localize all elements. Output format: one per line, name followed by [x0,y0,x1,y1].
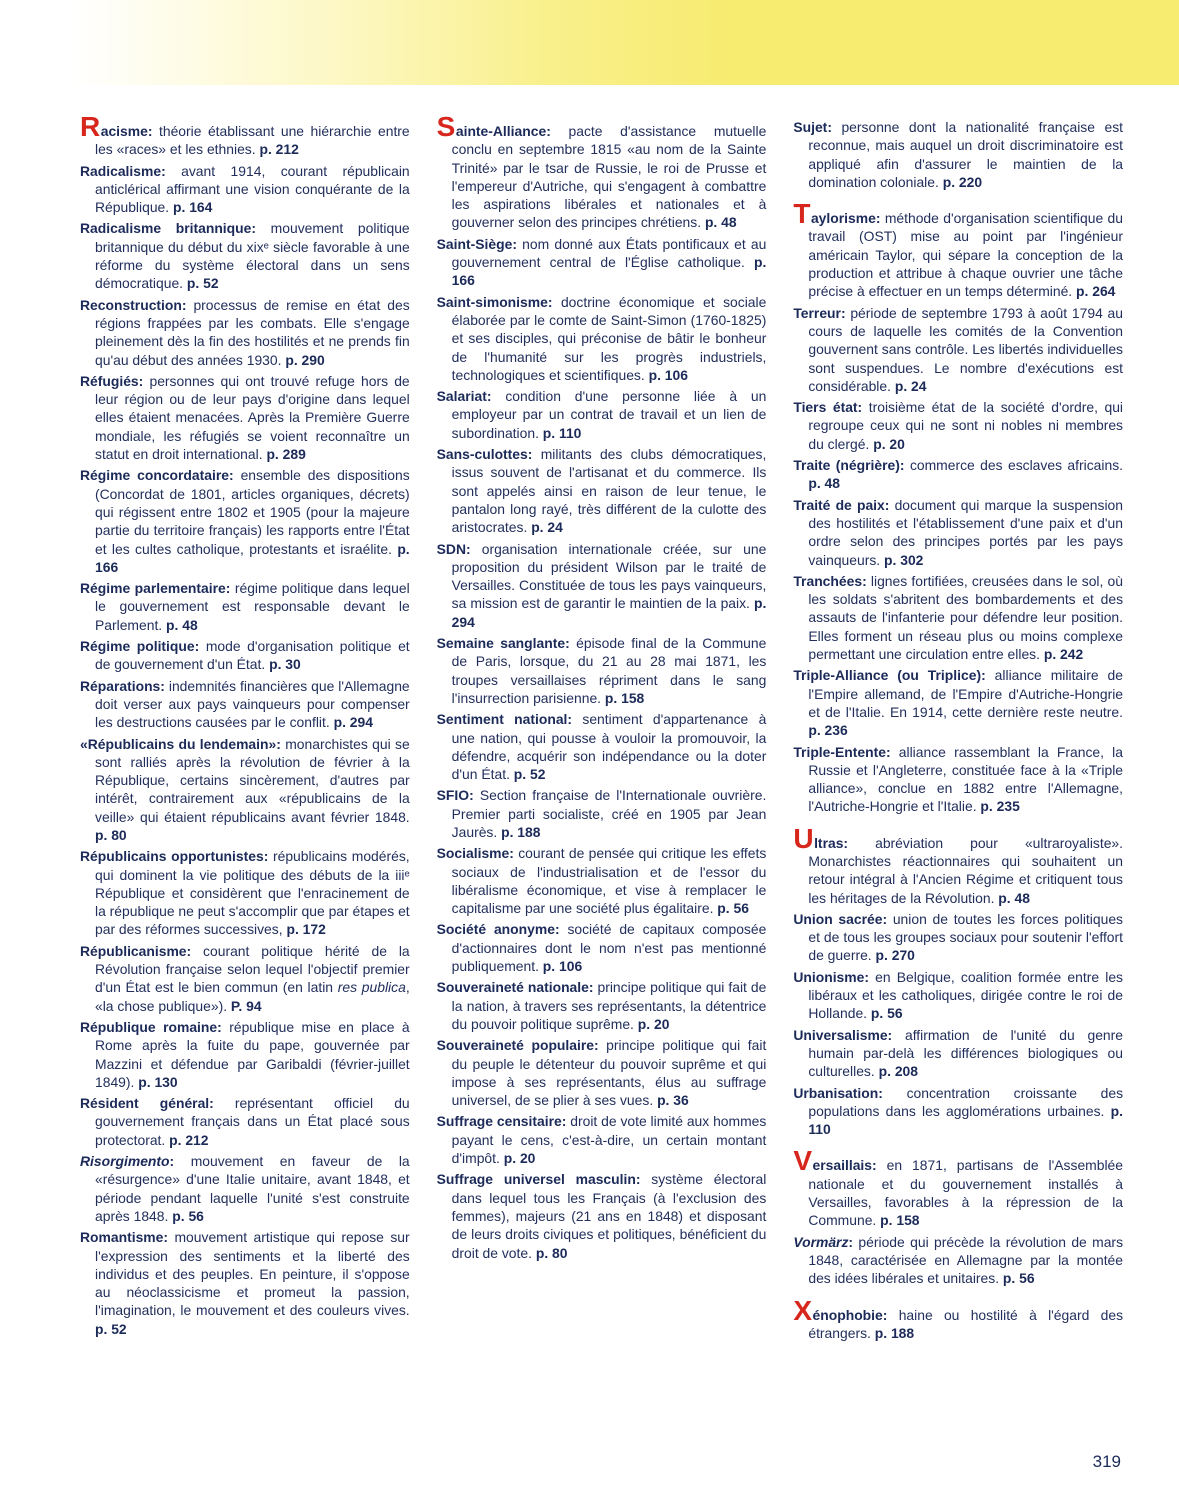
page-reference: p. 289 [266,446,306,463]
glossary-column-3 [793,118,1123,1345]
term-separator: : [565,635,577,652]
term-separator: : [209,1095,235,1112]
glossary-entry [80,1094,410,1149]
section-initial-letter: X [793,1294,813,1326]
term-separator: : [469,787,480,804]
glossary-term: Saint-simonisme [436,293,548,310]
glossary-entry [793,968,1123,1023]
glossary-definition: mode d'organisation politique et de gouvernement d'un État. [95,638,410,673]
glossary-term: Républicanisme [80,942,187,959]
glossary-definition: Section française de l'Internationale ouvrière. Premier parti socialiste, créé en 1905 par Jean Jaurès. [451,787,767,840]
glossary-term: Réfugiés [80,372,139,389]
glossary-term: Sentiment national [436,711,568,728]
glossary-term: Républicains opportunistes [80,848,264,865]
glossary-definition: période qui précède la révolution de mars 1848, caractérisée en Allemagne par la montée des idées libérales et unitaires. [808,1233,1124,1287]
glossary-entry [437,540,767,631]
page-reference: p. 302 [884,551,924,568]
glossary-entry [80,637,410,674]
glossary-term: ainte-Alliance [455,123,547,139]
glossary-definition: système électoral dans lequel tous les Français (à l'exclusion des femmes), majeurs (21 ans en 1848) et disposant de leurs droits civiques et politiques, bénéficient du droit de vote. [451,1171,767,1261]
glossary-definition: personne dont la nationalité française est reconnue, mais auquel un droit discriminatoire est appliqué afin d'assurer le maintien de la domination coloniale. [808,119,1124,190]
page-reference: p. 242 [1043,646,1084,663]
glossary-term: Romantisme [80,1229,164,1246]
glossary-term: Salariat [436,388,487,405]
page-reference: p. 208 [878,1063,918,1080]
page-reference: p. 166 [451,254,767,289]
glossary-entry [793,666,1123,739]
glossary-definition: haine ou hostilité à l'égard des étrangers. [808,1306,1124,1341]
glossary-definition: organisation internationale créée, sur une proposition du président Wilson par le traité de Versailles. Constituée de tous les pays vainqueurs, sa mission est de garantir le maintien de la paix. [451,540,767,612]
glossary-term: Régime parlementaire [80,580,226,597]
glossary-definition: alliance militaire de l'Empire allemand, de l'Empire d'Autriche-Hongrie et de l'Italie. En 1914, cette dernière reste neutre. [808,667,1124,720]
term-separator: : [899,457,910,474]
page-reference: p. 56 [717,900,749,917]
glossary-definition: alliance rassemblant la France, la Russie et l'Angleterre, constituée face à la «Triple alliance», conclue en 1882 entre l'Allemagne, l'Autriche-Hongrie et l'Italie. [808,743,1124,815]
term-separator: : [251,220,271,237]
glossary-term: Saint-Siège [436,235,513,252]
page-reference: p. 20 [873,435,905,452]
glossary-entry [793,910,1123,965]
glossary-definition: condition d'une personne liée à un employeur par un contrat de travail et un lien de subordination. [451,388,767,441]
glossary-definition: mouvement politique britannique du début du xixᵉ siècle favorable à une réforme du système électoral dans un sens démocratique. [95,220,410,292]
glossary-entry [793,198,1124,300]
glossary-entry [80,942,410,1015]
glossary-entry [80,579,410,634]
section-initial-letter: U [793,822,815,854]
glossary-entry [793,1294,1124,1343]
page-reference: p. 212 [169,1131,209,1148]
glossary-definition: ensemble des dispositions (Concordat de 1801, articles organiques, décrets) qui régissent entre 1802 et 1905 (pour la majeure partie du territoire français) les rapports entre l'État et les cultes catholique, protestants et israélite. [95,467,410,557]
page-reference: p. 212 [259,141,299,158]
glossary-entry [437,445,767,536]
glossary-term: Souveraineté populaire [436,1037,594,1054]
term-separator: : [875,210,885,227]
page-reference: p. 220 [942,173,983,190]
page-reference: p. 158 [880,1212,920,1229]
glossary-column-1 [80,111,410,1341]
page-reference: p. 172 [286,921,326,938]
glossary-definition: personnes qui ont trouvé refuge hors de leur région ou de leur pays d'origine dans lequel elles étaient menacées. Après la Première Guerre mondiale, les réfugiés se voient reconnaître un statut en droit international. [95,372,410,463]
glossary-term: énophobie [812,1306,883,1323]
glossary-entry [793,398,1123,453]
glossary-entry [437,387,767,442]
glossary-term: ltras [814,834,844,851]
page-reference: p. 52 [95,1320,127,1337]
glossary-definition: pacte d'assistance mutuelle conclu en septembre 1815 «au nom de la Sainte Trinité» par le tsar de Russie, le roi de Prusse et l'empereur d'Autriche, qui s'engagent à combattre les aspirations libérales et nationales et à gouverner selon des principes chrétiens. [451,123,767,231]
page-reference: p. 80 [535,1244,568,1261]
term-separator: : [840,304,851,321]
glossary-entry [80,162,410,217]
page-reference: p. 52 [186,275,219,292]
page-reference: p. 52 [513,766,546,783]
glossary-entry [793,456,1123,493]
term-separator: : [276,735,286,752]
glossary-entry [80,219,410,292]
glossary-definition: doctrine économique et sociale élaborée par le comte de Saint-Simon (1760-1825) et ses disciples, qui préconise de bâtir le bonheur de l'humanité sur les progrès industriels, technologiques et scientifiques. [451,293,767,383]
glossary-column-2 [436,111,767,1265]
glossary-entry [793,572,1123,663]
glossary-term: Socialisme [436,845,510,862]
glossary-term: «Républicains du lendemain» [80,735,277,752]
glossary-definition: commerce des esclaves africains. [909,457,1124,474]
page-reference: p. 20 [503,1150,536,1167]
glossary-term: Société anonyme [436,921,555,938]
glossary-definition: courant de pensée qui critique les effets sociaux de l'industrialisation et de l'essor du libéralisme économique, et vise à remplacer le capitalisme par une société plus égalitaire. [451,845,767,917]
term-separator: : [228,467,241,484]
glossary-term: Tranchées [793,572,863,589]
term-separator: : [843,834,876,851]
glossary-term: Radicalisme [80,162,162,179]
term-separator: : [160,677,169,694]
glossary-definition: république mise en place à Rome après la fuite du pape, gouvernée par Mazzini et défendue par Garibaldi (février-juillet 1849). [95,1018,410,1090]
glossary-term: Tiers état [793,399,858,416]
page-reference: p. 264 [1076,283,1116,300]
glossary-term: Traité de paix [793,496,885,513]
glossary-definition: républicains modérés, qui dominent la vie politique des débuts de la iiiᵉ République et considèrent que l'enracinement de la république ne peut s'accomplir que par étapes et par des réformes successives, [95,848,410,938]
glossary-definition: lignes fortifiées, creusées dans le sol, où les soldats s'abritent des bombardements et des assauts de l'infanterie pour défendre leur position. Elles forment un réseau plus ou moins complexe permettant une circulation entre elles. [808,572,1124,663]
glossary-term: Régime concordataire [80,467,229,484]
glossary-term: Résident général [80,1095,210,1112]
term-separator: : [885,743,899,760]
page-reference: p. 24 [531,519,563,536]
glossary-term: Traite (négrière) [793,457,900,474]
page-reference: p. 20 [637,1015,670,1032]
glossary-term: SDN [436,540,466,557]
glossary-term: Risorgimento [80,1153,170,1170]
term-separator: : [161,162,182,179]
term-separator: : [147,123,159,139]
term-separator: : [588,979,598,996]
glossary-definition: affirmation de l'unité du genre humain par-delà les différences biologiques ou culturelles. [808,1026,1124,1080]
page-reference: p. 24 [894,377,927,394]
term-separator: : [225,580,235,597]
glossary-entry [793,1145,1124,1229]
glossary-entry [80,1018,410,1091]
glossary-term: République romaine [80,1018,218,1035]
glossary-entry [436,111,767,232]
page-number: 319 [1092,1452,1121,1471]
term-separator: : [884,496,895,513]
term-separator: : [486,388,506,405]
glossary-entry [437,978,767,1033]
glossary-definition: nom donné aux États pontificaux et au gouvernement central de l'Église catholique. [451,235,767,271]
glossary-definition: militants des clubs démocratiques, issus souvent de l'artisanat et du commerce. Ils sont appelés ainsi en raison de leur tenue, le pantalon long rayé, très différent de la culotte des aristocrates. [451,446,767,536]
glossary-term: acisme [100,123,148,139]
glossary-entry [437,786,767,841]
page-reference: p. 130 [138,1073,178,1090]
glossary-entry [793,1233,1123,1288]
term-separator: : [217,1018,230,1035]
glossary-term: Suffrage censitaire [436,1113,562,1130]
term-separator: : [567,711,583,728]
glossary-definition: document qui marque la suspension des hostilités et l'établissement d'une paix et d'un ordre selon des principes portés par les pays vainqueurs. [808,496,1124,568]
glossary-entry [80,677,410,732]
glossary-definition: , «la chose publique»). [95,979,410,1014]
page-reference: p. 36 [657,1092,689,1109]
glossary-entry [437,1112,767,1167]
section-initial-letter: V [793,1145,813,1177]
term-separator: : [857,399,869,416]
glossary-entry [437,634,767,707]
page-reference: p. 48 [704,214,737,231]
page-reference: p. 236 [808,722,848,739]
term-separator: : [878,1084,907,1101]
glossary-definition: sentiment d'appartenance à une nation, qui pousse à vouloir la promouvoir, la défendre, acquérir son indépendance ou la doter d'un État. [451,711,767,783]
term-separator: : [882,910,893,927]
term-separator: : [263,848,273,865]
glossary-entry [80,847,410,938]
glossary-entry [793,496,1123,569]
glossary-entry [793,743,1123,816]
glossary-definition: méthode d'organisation scientifique du travail (OST) mise au point par l'ingénieur américain Taylor, qui sépare la conception de la production et attribue à chaque ouvrier une tâche précise à effectuer en un temps déterminé. [808,210,1124,300]
section-initial-letter: T [793,198,811,230]
term-separator: : [512,235,523,252]
glossary-entry [437,293,767,384]
page-reference: p. 110 [808,1102,1124,1138]
glossary-entry [793,1084,1123,1139]
term-separator: : [546,123,569,139]
glossary-entry [793,822,1124,907]
glossary-entry [80,735,410,845]
glossary-definition: période de septembre 1793 à août 1794 au cours de laquelle les comités de la Convention gouvernent sans contrôle. Les libertés individuelles sont suspendues. Le nombre d'exécutions est considérable. [808,304,1124,394]
term-separator: : [593,1037,607,1054]
page-reference: p. 290 [285,351,325,368]
glossary-entry [793,304,1123,395]
glossary-definition: épisode final de la Commune de Paris, lorsque, du 21 au 28 mai 1871, les troupes versaillaises répriment dans le sang l'insurrection parisienne. [451,635,767,706]
glossary-term: Triple-Entente [793,743,886,760]
glossary-entry [80,296,410,369]
term-separator: : [194,638,206,655]
glossary-entry [437,1036,767,1109]
page-reference: p. 56 [870,1005,903,1022]
page-reference: p. 188 [501,823,541,840]
glossary-entry [793,118,1123,191]
glossary-definition: mouvement artistique qui repose sur l'expression des sentiments et la liberté des individus et des peuples. En peinture, il s'oppose au néoclassicisme et promeut la passion, l'imagination, le mouvement et des couleurs vives. [95,1229,410,1319]
glossary-term: Universalisme [793,1026,888,1043]
page-reference: p. 158 [604,689,645,706]
term-separator: : [466,540,482,557]
page-reference: p. 270 [875,947,915,964]
glossary-entry [80,466,410,576]
glossary-definition: abréviation pour «ultraroyaliste». Monarchistes réactionnaires qui souhaitent un retour intégral à l'Ancien Régime et critiquent tous les héritages de la Révolution. [808,834,1124,906]
term-separator: : [981,667,995,684]
glossary-term: Souveraineté nationale [436,979,589,996]
term-separator: : [862,572,871,589]
glossary-definition: res publica [337,979,406,996]
glossary-term: SFIO [436,787,470,804]
term-separator: : [186,942,204,959]
glossary-entry [80,111,410,159]
glossary-entry [80,1152,410,1225]
term-separator: : [848,1233,859,1250]
page-reference: P. 94 [230,997,262,1014]
glossary-definition: monarchistes qui se sont ralliés après la révolution de février à la République, certains sincèrement, d'autres par intérêt, contrairement aux «républicains de la veille» qui étaient républicains avant février 1848. [95,735,410,825]
glossary-term: Triple-Alliance (ou Triplice) [793,667,982,684]
page-reference: p. 166 [95,540,410,575]
glossary-term: Sujet [793,119,828,135]
page-reference: p. 48 [808,475,840,492]
glossary-definition: courant politique hérité de la Révolution française selon lequel l'objectif premier d'un État est le bien commun (en latin [95,942,410,996]
term-separator: : [138,372,150,389]
term-separator: : [163,1229,175,1246]
glossary-definition: théorie établissant une hiérarchie entre les «races» et les ethnies. [95,123,410,158]
glossary-definition: régime politique dans lequel le gouvernement est responsable devant le Parlement. [95,580,410,633]
page-reference: p. 80 [95,826,127,843]
term-separator: : [527,446,541,463]
page-reference: p. 164 [173,199,213,216]
page-reference: p. 188 [874,1324,915,1341]
glossary-columns [80,111,1124,1345]
page-reference: p. 56 [1002,1270,1035,1287]
glossary-definition: avant 1914, courant républicain anticlérical affirmant une vision conquérante de la République. [95,162,410,216]
glossary-term: Union sacrée [793,910,883,927]
glossary-definition: société de capitaux composée d'actionnaires dont le nom n'est pas mentionné publiquement. [451,921,767,975]
glossary-term: Urbanisation [793,1084,879,1101]
glossary-definition: représentant officiel du gouvernement français dans un État placé sous protectorat. [95,1095,410,1148]
glossary-definition: indemnités financières que l'Allemagne doit verser aux pays vainqueurs pour compenser les destructions causées par le conflit. [95,677,410,731]
term-separator: : [554,921,568,938]
page-reference: p. 48 [998,889,1030,906]
page-reference: p. 48 [166,616,198,633]
glossary-entry [793,1026,1123,1081]
glossary-term: Suffrage universel masculin [436,1171,636,1188]
glossary-definition: troisième état de la société d'ordre, qui regroupe ceux qui ne sont ni nobles ni membres du clergé. [808,399,1124,452]
glossary-entry [437,920,767,975]
glossary-term: Terreur [793,304,841,321]
term-separator: : [169,1153,191,1170]
glossary-entry [80,1228,410,1338]
glossary-term: Vormärz [793,1233,849,1250]
page-reference: p. 235 [980,798,1020,815]
page-reference: p. 30 [269,656,301,673]
term-separator: : [882,1306,899,1323]
term-separator: : [547,293,561,310]
glossary-definition: principe politique qui fait du peuple le détenteur du pouvoir suprême et qui impose à ses représentants, élus au suffrage universel, de se plier à ses vues. [451,1037,767,1109]
page-reference: p. 56 [172,1207,204,1224]
glossary-term: Reconstruction [80,296,182,313]
glossary-entry [437,710,767,783]
glossary-term: Semaine sanglante [436,635,566,652]
term-separator: : [872,1157,887,1174]
glossary-entry [437,1170,767,1261]
glossary-term: Régime politique [80,638,195,655]
glossary-term: Unionisme [793,968,865,985]
page-reference: p. 294 [451,595,767,630]
glossary-term: ersaillais [812,1157,873,1174]
section-initial-letter: R [80,111,101,142]
glossary-entry [80,372,410,463]
glossary-term: aylorisme [810,210,876,227]
term-separator: : [635,1171,652,1188]
glossary-entry [437,844,767,917]
term-separator: : [181,296,194,313]
page-reference: p. 294 [333,714,373,731]
glossary-definition: union de toutes les forces politiques et de tous les groupes sociaux pour soutenir l'effort de guerre. [808,910,1124,964]
page-reference: p. 106 [648,366,688,383]
glossary-definition: mouvement en faveur de la «résurgence» d'une Italie unitaire, avant 1848, et période pendant laquelle l'unité s'est construite après 1848. [95,1153,410,1224]
glossary-definition: en 1871, partisans de l'Assemblée nationale et du gouvernement installés à Versailles, favorables à la répression de la Commune. [808,1157,1124,1229]
term-separator: : [887,1026,905,1043]
glossary-definition: droit de vote limité aux hommes payant le cens, c'est-à-dire, un certain montant d'impôt. [451,1113,767,1167]
glossary-definition: processus de remise en état des régions frappées par les combats. Elle s'engage pleinement dès la fin des hostilités et ne prends fin qu'au début des années 1930. [95,296,410,368]
term-separator: : [864,968,876,985]
term-separator: : [509,845,519,862]
top-band [0,0,1179,85]
glossary-definition: principe politique qui fait de la nation, à travers ses représentants, la détentrice du pouvoir politique suprême. [451,979,767,1032]
glossary-definition: concentration croissante des populations dans les agglomérations urbaines. [808,1084,1124,1119]
term-separator: : [561,1113,571,1130]
glossary-term: Réparations [80,677,161,694]
section-initial-letter: S [436,111,456,142]
glossary-term: Sans-culottes [436,446,528,463]
glossary-definition: en Belgique, coalition formée entre les libéraux et les catholiques, dirigée contre le roi de Hollande. [808,968,1124,1022]
term-separator: : [827,119,842,135]
page-reference: p. 106 [542,958,583,975]
page-reference: p. 110 [542,424,582,441]
glossary-entry [437,235,767,290]
glossary-term: Radicalisme britannique [80,220,252,237]
